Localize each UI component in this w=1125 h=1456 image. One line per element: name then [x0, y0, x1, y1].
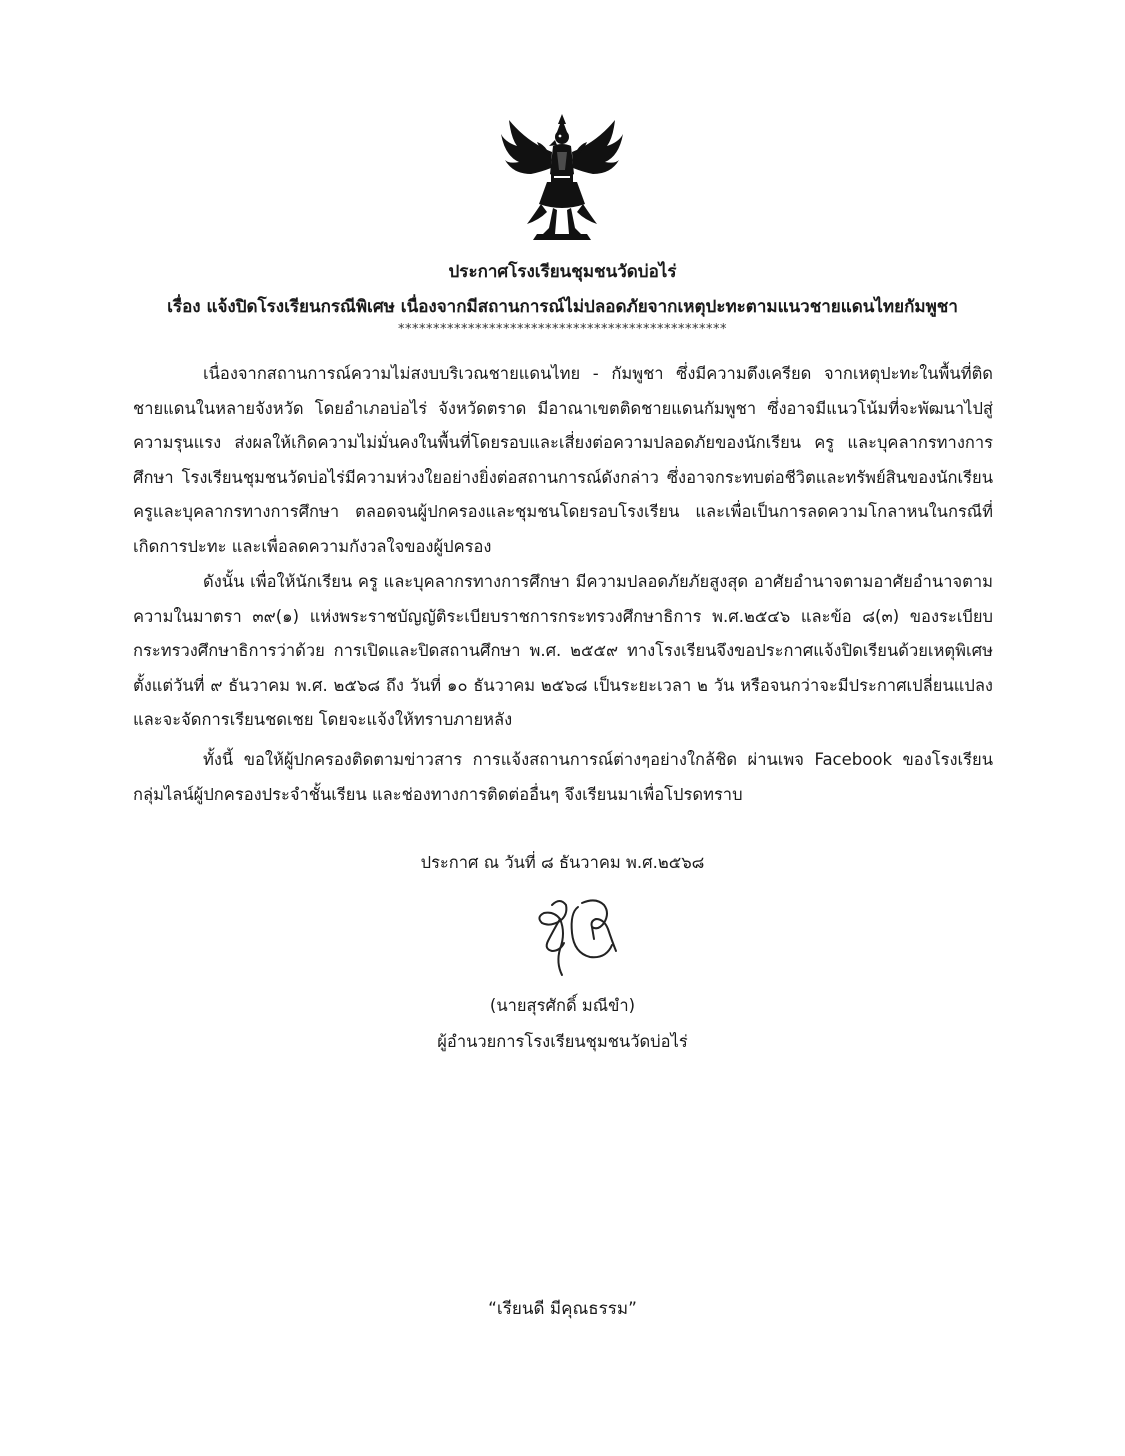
signer-position: ผู้อำนวยการโรงเรียนชุมชนวัดบ่อไร่	[437, 1032, 688, 1051]
garuda-emblem-icon	[497, 112, 627, 242]
handwritten-signature	[520, 893, 640, 985]
school-motto: “เรียนดี มีคุณธรรม”	[488, 1299, 637, 1319]
signer-name: (นายสุรศักดิ์ มณีขำ)	[489, 996, 636, 1015]
paragraph-closure-order: ดังนั้น เพื่อให้นักเรียน ครู และบุคลากรทางการศึกษา มีความปลอดภัยภัยสูงสุด อาศัยอำนาจตามอาศัยอำนาจตามความในมาตรา ๓๙(๑) แห่งพระราชบัญญัติระเบียบราชการกระทรวงศึกษาธิการ พ.ศ.๒๕๔๖ และข้อ ๘(๓) ของระเบียบกระทรวงศึกษาธิการว่าด้วย การเปิดและปิดสถานศึกษา พ.ศ. ๒๕๕๙ ทางโรงเรียนจึงขอประกาศแจ้งปิดเรียนด้วยเหตุพิเศษ ตั้งแต่วันที่ ๙ ธันวาคม พ.ศ. ๒๕๖๘ ถึง วันที่ ๑๐ ธันวาคม ๒๕๖๘ เป็นระยะเวลา ๒ วัน หรือจนกว่าจะมีประกาศเปลี่ยนแปลง และจะจัดการเรียนชดเชย โดยจะแจ้งให้ทราบภายหลัง	[133, 572, 993, 729]
separator-line: ***********************************************	[398, 322, 727, 337]
announcement-title: ประกาศโรงเรียนชุมชนวัดบ่อไร่	[448, 262, 677, 282]
announcement-date: ประกาศ ณ วันที่ ๘ ธันวาคม พ.ศ.๒๕๖๘	[420, 853, 705, 872]
paragraph-situation: เนื่องจากสถานการณ์ความไม่สงบบริเวณชายแดนไทย - กัมพูชา ซึ่งมีความตึงเครียด จากเหตุปะทะในพื้นที่ติดชายแดนในหลายจังหวัด โดยอำเภอบ่อไร่ จังหวัดตราด มีอาณาเขตติดชายแดนกัมพูชา ซึ่งอาจมีแนวโน้มที่จะพัฒนาไปสู่ความรุนแรง ส่งผลให้เกิดความไม่มั่นคงในพื้นที่โดยรอบและเสี่ยงต่อความปลอดภัยของนักเรียน ครู และบุคลากรทางการศึกษา โรงเรียนชุมชนวัดบ่อไร่มีความห่วงใยอย่างยิ่งต่อสถานการณ์ดังกล่าว ซึ่งอาจกระทบต่อชีวิตและทรัพย์สินของนักเรียน ครูและบุคลากรทางการศึกษา ตลอดจนผู้ปกครองและชุมชนโดยรอบโรงเรียน และเพื่อเป็นการลดความโกลาหนในกรณีที่เกิดการปะทะ และเพื่อลดความกังวลใจของผู้ปครอง	[133, 364, 993, 556]
paragraph-follow-news: ทั้งนี้ ขอให้ผู้ปกครองติดตามข่าวสาร การแจ้งสถานการณ์ต่างๆอย่างใกล้ชิด ผ่านเพจ Facebook ของโรงเรียน กลุ่มไลน์ผู้ปกครองประจำชั้นเรียน และช่องทางการติดต่ออื่นๆ จึงเรียนมาเพื่อโปรดทราบ	[133, 750, 993, 804]
announcement-subject: เรื่อง แจ้งปิดโรงเรียนกรณีพิเศษ เนื่องจากมีสถานการณ์ไม่ปลอดภัยจากเหตุปะทะตามแนวชายแดนไทยกัมพูชา	[167, 297, 958, 317]
